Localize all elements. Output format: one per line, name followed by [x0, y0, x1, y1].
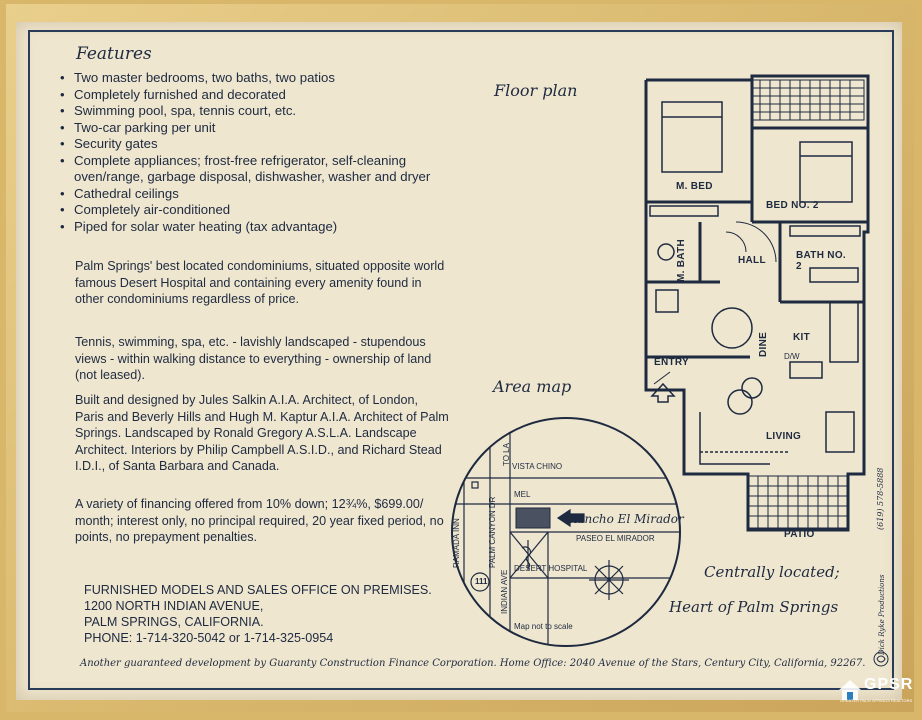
- feature-item: • Complete appliances; frost-free refrigerator, self-cleaning oven/range, garbage disposal, dishwasher, washer and dryer: [60, 153, 440, 186]
- amenities-paragraph: Tennis, swimming, spa, etc. - lavishly landscaped - stupendous views - within walking distance to everything - ownership of land (not leased).: [75, 335, 432, 382]
- room-label-entry: ENTRY: [654, 357, 690, 368]
- room-label-bath2: BATH NO. 2: [796, 250, 846, 272]
- area-map-title: Area map: [493, 377, 572, 396]
- street-vista-chino: VISTA CHINO: [512, 462, 563, 471]
- feature-item: • Swimming pool, spa, tennis court, etc.: [60, 103, 440, 120]
- design-paragraph: Built and designed by Jules Salkin A.I.A. Architect, of London, Paris and Beverly Hills and Hugh M. Kaptur A.I.A. Architect of Palm Springs. Landscaped by Ronald Gregory A.S.L.A. Landscape Architect. Interiors by Philip Campbell A.S.I.D., and Richard Stead I.D.I., of Santa Barbara and Canada.: [75, 393, 449, 473]
- feature-item: • Two-car parking per unit: [60, 120, 440, 137]
- feature-item: • Completely air-conditioned: [60, 202, 440, 219]
- logo-subtext: GREATER PALM SPRINGS REALTORS: [840, 698, 913, 703]
- area-map-drawing: [448, 412, 684, 652]
- highway-111-marker: 111: [475, 577, 488, 586]
- room-label-dw: D/W: [784, 352, 800, 361]
- office-city: PALM SPRINGS, CALIFORNIA.: [84, 615, 264, 629]
- financing-paragraph: A variety of financing offered from 10% down; 12¾%, $699.00/ month; interest only, no principal required, 20 year fixed period, no points, no prepayment penalties.: [75, 497, 444, 544]
- office-address: 1200 NORTH INDIAN AVENUE,: [84, 599, 264, 613]
- room-label-patio: PATIO: [784, 529, 815, 540]
- features-list: [60, 70, 440, 235]
- artist-phone: (619) 578-5888: [876, 467, 885, 530]
- office-phone: PHONE: 1-714-320-5042 or 1-714-325-0954: [84, 631, 334, 645]
- features-title: Features: [76, 44, 152, 64]
- feature-item: • Cathedral ceilings: [60, 186, 440, 203]
- room-label-bed2: BED NO. 2: [766, 200, 819, 211]
- desert-hospital-label: DESERT HOSPITAL: [514, 564, 588, 573]
- room-label-kit: KIT: [793, 332, 811, 343]
- feature-item: • Security gates: [60, 136, 440, 153]
- room-label-dine: DINE: [758, 331, 769, 357]
- gpsr-logo: [836, 672, 914, 706]
- rancho-el-mirador-pointer: Rancho El Mirador: [568, 512, 684, 526]
- entry-arrow-icon: [650, 382, 676, 404]
- ramada-inn-label: RAMADA INN: [452, 518, 461, 568]
- location-paragraph: Palm Springs' best located condominiums, situated opposite world famous Desert Hospital and containing every amenity found in other condominiums regardless of price.: [75, 259, 445, 306]
- room-label-m-bath: M. BATH: [676, 238, 687, 282]
- map-scale-note: Map not to scale: [514, 622, 573, 631]
- room-label-m-bed: M. BED: [676, 181, 713, 192]
- developer-footer: Another guaranteed development by Guaranty Construction Finance Corporation. Home Office: 2040 Avenue of the Stars, Century City, California, 92267.: [80, 658, 866, 669]
- feature-item: • Piped for solar water heating (tax advantage): [60, 219, 440, 236]
- tagline-centrally-located: Centrally located;: [704, 563, 840, 581]
- office-line: FURNISHED MODELS AND SALES OFFICE ON PREMISES.: [84, 583, 432, 597]
- seal-icon: [872, 650, 890, 668]
- room-label-hall: HALL: [738, 255, 766, 266]
- street-palm-canyon: PALM CANYON DR: [488, 496, 497, 568]
- logo-text: GPSR: [864, 676, 914, 693]
- street-to-la: TO LA: [502, 443, 511, 466]
- street-mel: MEL: [514, 490, 531, 499]
- artist-credit: Dick Ryke Productions: [878, 574, 886, 655]
- street-paseo-el-mirador: PASEO EL MIRADOR: [576, 534, 655, 543]
- sales-office-block: [84, 582, 444, 646]
- feature-item: • Two master bedrooms, two baths, two patios: [60, 70, 440, 87]
- floor-plan-title: Floor plan: [494, 81, 578, 100]
- room-label-living: LIVING: [766, 431, 802, 442]
- street-indian-ave: INDIAN AVE: [500, 569, 509, 614]
- tagline-heart-of-palm-springs: Heart of Palm Springs: [669, 598, 839, 616]
- feature-item: • Completely furnished and decorated: [60, 87, 440, 104]
